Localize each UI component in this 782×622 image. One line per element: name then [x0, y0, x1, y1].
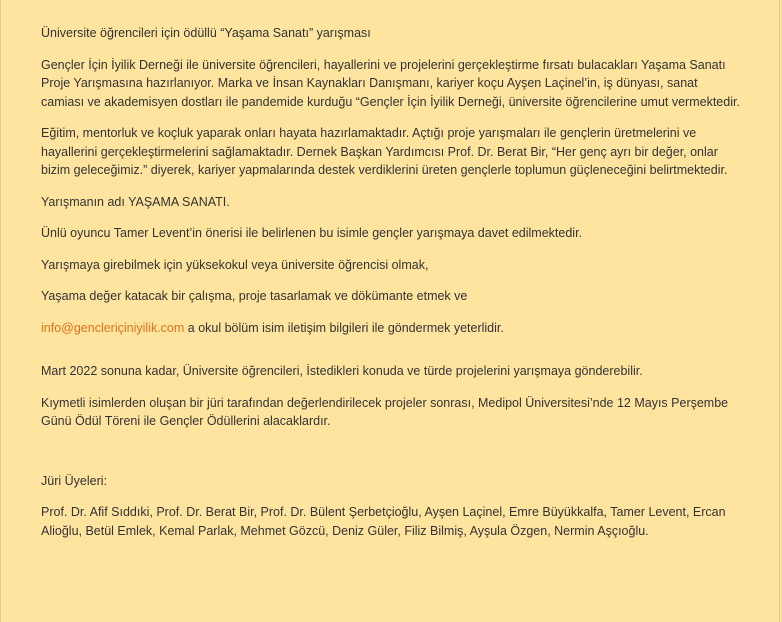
paragraph-invitation: Ünlü oyuncu Tamer Levent’in önerisi ile belirlenen bu isimle gençler yarışmaya davet edilmektedir. — [41, 226, 583, 240]
paragraph-competition-name: Yarışmanın adı YAŞAMA SANATI. — [41, 194, 230, 209]
email-link[interactable]: info@gencleriçiniyilik.com — [41, 320, 185, 335]
article-content — [41, 24, 741, 553]
jury-members: Prof. Dr. Afif Sıddıki, Prof. Dr. Berat Bir, Prof. Dr. Bülent Şerbetçioğlu, Ayşen Laçinel, Emre Büyükkalfa, Tamer Levent, Ercan Alioğlu, Betül Emlek, Kemal Parlak, Mehmet Gözcü, Deniz Güler, Filiz Bilmiş, Ayşula Özgen, Nermin Aşçıoğlu. — [41, 505, 726, 538]
paragraph-deadline: Mart 2022 sonuna kadar, Üniversite öğrencileri, İstedikleri konuda ve türde projelerini yarışmaya gönderebilir. — [41, 364, 643, 378]
spacer — [41, 444, 741, 472]
paragraph-submission — [41, 319, 741, 338]
paragraph-requirement-student: Yarışmaya girebilmek için yüksekokul veya üniversite öğrencisi olmak, — [41, 257, 429, 272]
submission-text: a okul bölüm isim iletişim bilgileri ile göndermek yeterlidir. — [184, 320, 504, 335]
article-title: Üniversite öğrencileri için ödüllü “Yaşama Sanatı” yarışması — [41, 26, 371, 40]
paragraph-requirement-project: Yaşama değer katacak bir çalışma, proje tasarlamak ve dökümante etmek ve — [41, 289, 468, 303]
jury-heading: Jüri Üyeleri: — [41, 473, 107, 488]
paragraph-intro: Gençler İçin İyilik Derneği ile üniversite öğrencileri, hayallerini ve projelerini gerçekleştirme fırsatı bulacakları Yaşama Sanatı Proje Yarışmasına hazırlanıyor. Marka ve İnsan Kaynakları Danışmanı, kariyer koçu Ayşen Laçinel’in, iş dünyası, sanat camiası ve akademisyen dostları ile pandemide kurduğu “Gençler İçin İyilik Derneği, üniversite öğrencilerine umut vermektedir. — [41, 57, 740, 109]
paragraph-award-ceremony: Kıymetli isimlerden oluşan bir jüri tarafından değerlendirilecek projeler sonrası, Medipol Üniversitesi’nde 12 Mayıs Perşembe Günü Ödül Töreni ile Gençler Ödüllerini alacaklardır. — [41, 395, 729, 428]
paragraph-education: Eğitim, mentorluk ve koçluk yaparak onları hayata hazırlamaktadır. Açtığı proje yarışmaları ile gençlerin üretmelerini ve hayallerini gerçekleştirmelerini sağlamaktadır. Dernek Başkan Yardımcısı Prof. Dr. Berat Bir, “Her genç ayrı bir değer, onlar bizim geleceğimiz.” diyerek, kariyer yapmalarında destek verdiklerini üreten gençlerle toplumun güçleneceğini belirtmektedir. — [41, 126, 728, 177]
spacer — [41, 350, 741, 362]
